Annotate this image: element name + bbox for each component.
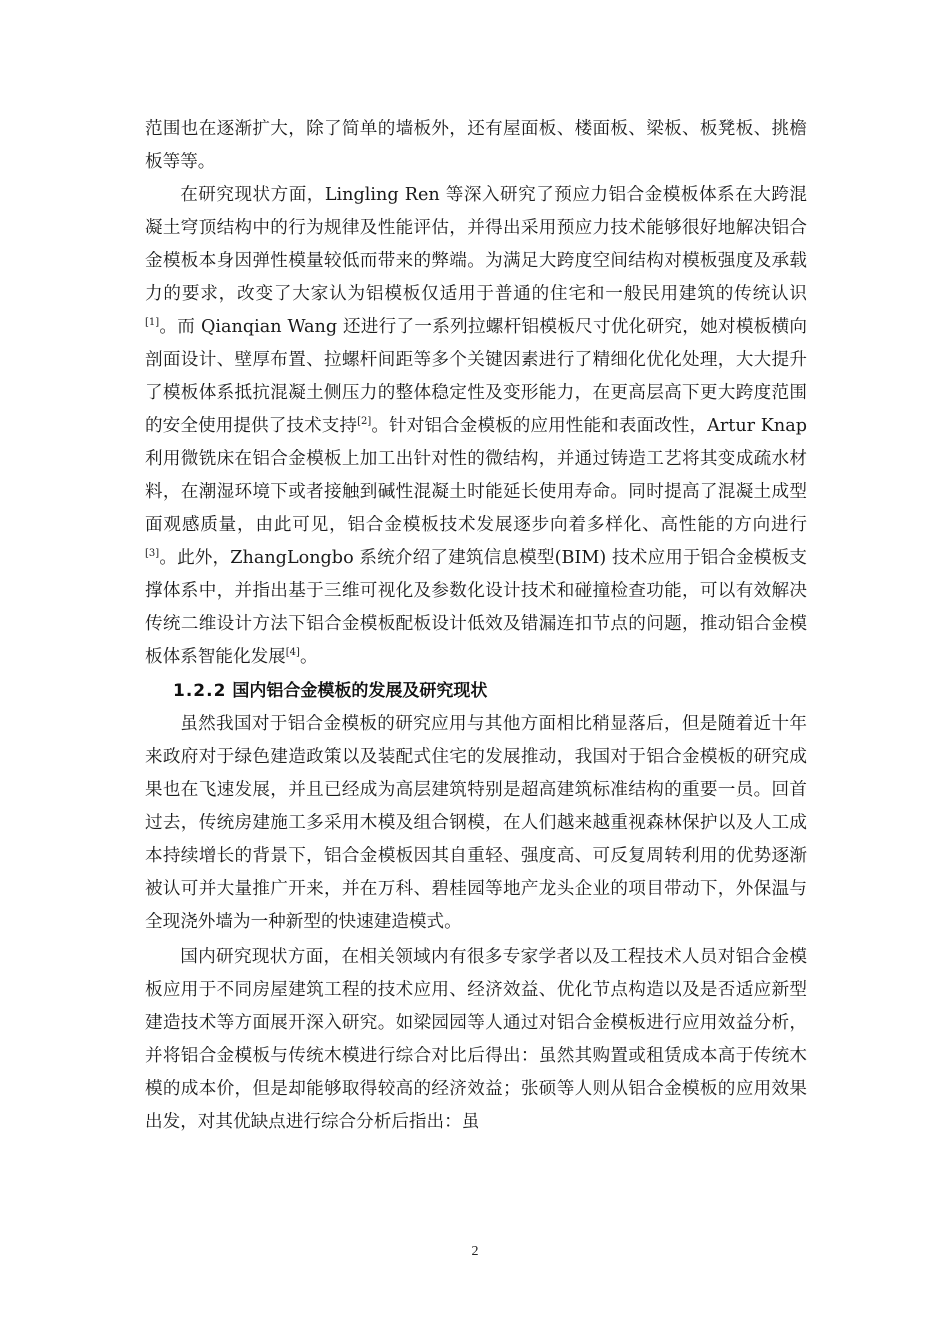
section-number: 1.2.2 (173, 681, 227, 701)
body-text (145, 113, 807, 1139)
page-number: 2 (471, 1244, 479, 1259)
citation-2[interactable]: [2] (357, 416, 372, 427)
text-segment: 在研究现状方面，Lingling Ren 等深入研究了预应力铝合金模板体系在大跨混凝土穹顶结构中的行为规律及性能评估，并得出采用预应力技术能够很好地解决铝合金模板本身因弹性模量较低而带来的弊端。为满足大跨度空间结构对模板强度及承载力的要求，改变了大家认为铝模板仅适用于普通的住宅和一般民用建筑的传统认识 (145, 185, 807, 304)
paragraph-foreign-research (145, 179, 807, 674)
citation-1[interactable]: [1] (145, 317, 160, 328)
citation-3[interactable]: [3] (145, 548, 160, 559)
citation-4[interactable]: [4] (285, 647, 300, 658)
paragraph-continued: 范围也在逐渐扩大，除了简单的墙板外，还有屋面板、楼面板、梁板、板凳板、挑檐板等等。 (145, 119, 807, 172)
text-segment: 。此外，ZhangLongbo 系统介绍了建筑信息模型(BIM) 技术应用于铝合金模板支撑体系中，并指出基于三维可视化及参数化设计技术和碰撞检查功能，可以有效解决传统二维设计方法下铝合金模板配板设计低效及错漏连扣节点的问题，推动铝合金模板体系智能化发展 (145, 548, 807, 667)
section-heading (145, 674, 807, 708)
section-title: 国内铝合金模板的发展及研究现状 (232, 681, 488, 701)
text-segment: 。而 Qianqian Wang 还进行了一系列拉螺杆铝模板尺寸优化研究，她对模板横向剖面设计、壁厚布置、拉螺杆间距等多个关键因素进行了精细化优化处理，大大提升了模板体系抵抗混凝土侧压力的整体稳定性及变形能力，在更高层高下更大跨度范围的安全使用提供了技术支持 (145, 317, 807, 436)
text-segment: 。 (299, 647, 318, 667)
paragraph-domestic-development: 虽然我国对于铝合金模板的研究应用与其他方面相比稍显落后，但是随着近十年来政府对于绿色建造政策以及装配式住宅的发展推动，我国对于铝合金模板的研究成果也在飞速发展，并且已经成为高层建筑特别是超高建筑标准结构的重要一员。回首过去，传统房建施工多采用木模及组合钢模，在人们越来越重视森林保护以及人工成本持续增长的背景下，铝合金模板因其自重轻、强度高、可反复周转利用的优势逐渐被认可并大量推广开来，并在万科、碧桂园等地产龙头企业的项目带动下，外保温与全现浇外墙为一种新型的快速建造模式。 (145, 714, 807, 932)
text-segment: 。针对铝合金模板的应用性能和表面改性，Artur Knap 利用微铣床在铝合金模板上加工出针对性的微结构，并通过铸造工艺将其变成疏水材料，在潮湿环境下或者接触到碱性混凝土时能延长使用寿命。同时提高了混凝土成型面观感质量，由此可见，铝合金模板技术发展逐步向着多样化、高性能的方向进行 (145, 416, 807, 535)
paragraph-domestic-research: 国内研究现状方面，在相关领域内有很多专家学者以及工程技术人员对铝合金模板应用于不同房屋建筑工程的技术应用、经济效益、优化节点构造以及是否适应新型建造技术等方面展开深入研究。如梁园园等人通过对铝合金模板进行应用效益分析，并将铝合金模板与传统木模进行综合对比后得出：虽然其购置或租赁成本高于传统木模的成本价，但是却能够取得较高的经济效益；张硕等人则从铝合金模板的应用效果出发，对其优缺点进行综合分析后指出：虽 (145, 947, 807, 1132)
